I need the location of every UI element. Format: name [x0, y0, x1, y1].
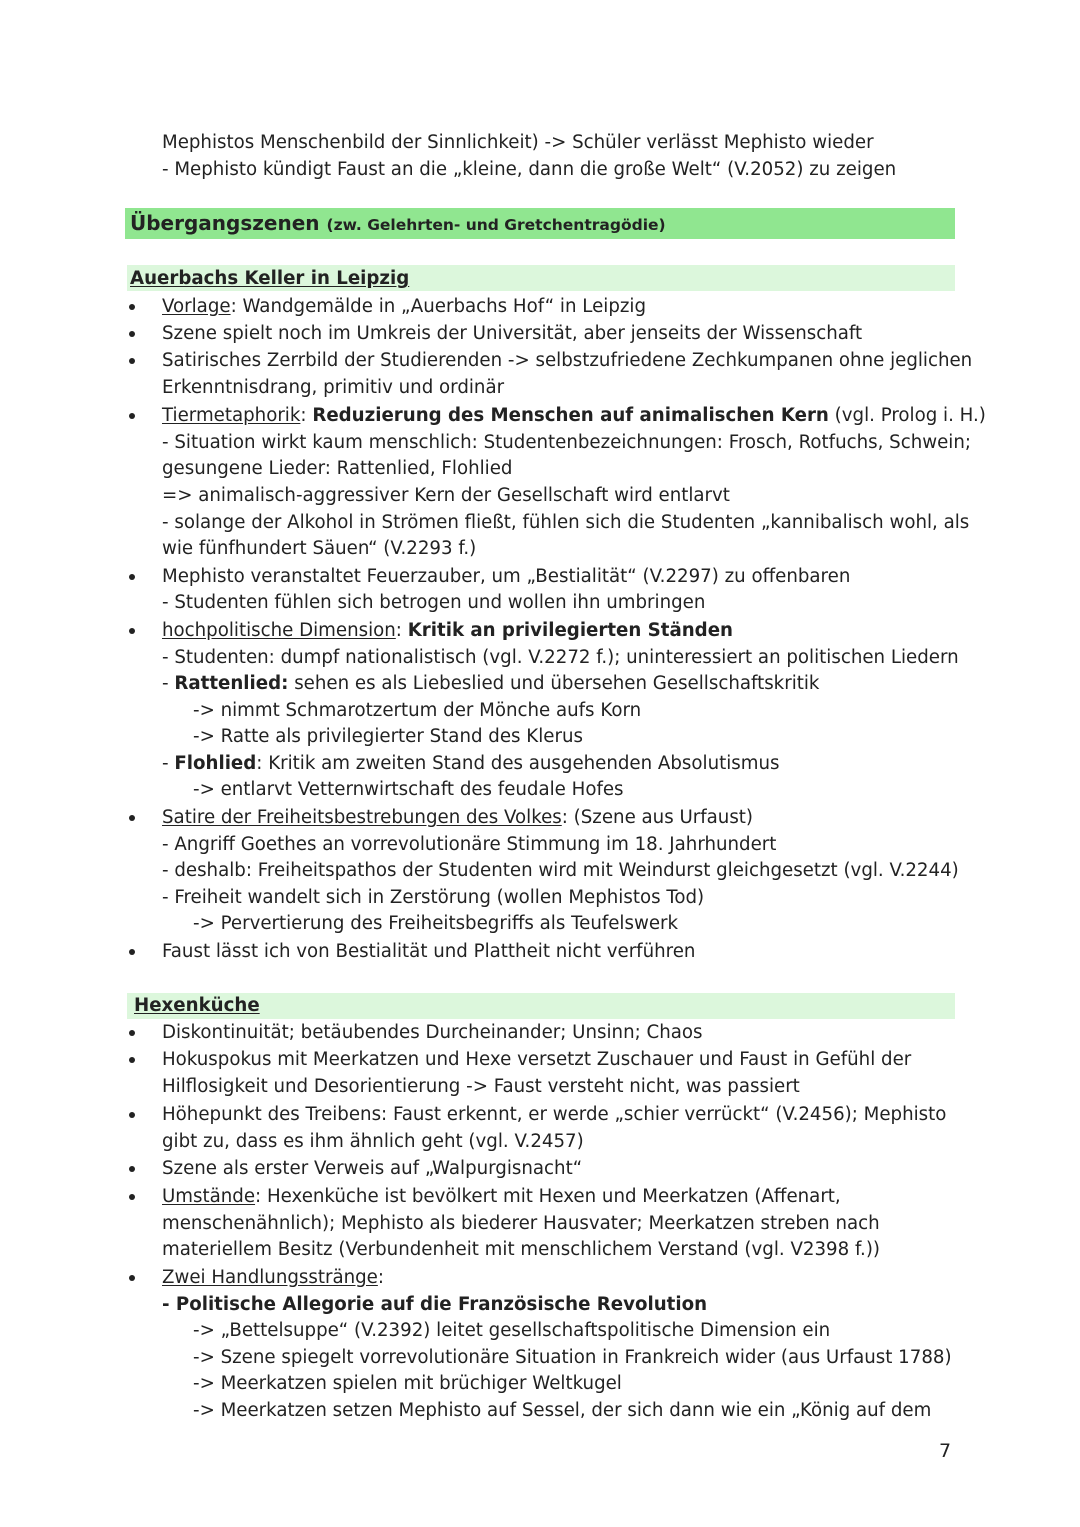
sub-sub-item: -> nimmt Schmarotzertum der Mönche aufs Korn — [193, 700, 642, 721]
sub-item: gesungene Lieder: Rattenlied, Flohlied — [162, 458, 513, 479]
term-label: Vorlage — [162, 296, 231, 317]
intro-line: - Mephisto kündigt Faust an die „kleine, dann die große Welt“ (V.2052) zu zeigen — [162, 159, 897, 180]
colon: : — [395, 620, 408, 641]
bold-text: Flohlied — [174, 753, 257, 774]
list-item: Mephisto veranstaltet Feuerzauber, um „Bestialität“ (V.2297) zu offenbaren — [162, 566, 851, 587]
list-item — [162, 805, 753, 832]
colon: : — [300, 405, 313, 426]
item-text: : Wandgemälde in „Auerbachs Hof“ in Leipzig — [230, 296, 647, 317]
sub-sub-item: -> Ratte als privilegierter Stand des Klerus — [193, 726, 583, 747]
list-item-continuation: menschenähnlich); Mephisto als biederer Hausvater; Meerkatzen streben nach — [162, 1213, 880, 1234]
sub-item: - Studenten fühlen sich betrogen und wollen ihn umbringen — [162, 592, 706, 613]
list-item: Szene spielt noch im Umkreis der Universität, aber jenseits der Wissenschaft — [162, 323, 863, 344]
term-label: Umstände — [162, 1186, 256, 1207]
list-item-continuation: materiellem Besitz (Verbundenheit mit menschlichem Verstand (vgl. V2398 f.)) — [162, 1239, 881, 1260]
sub-sub-item: -> Meerkatzen setzen Mephisto auf Sessel, der sich dann wie ein „König auf dem — [193, 1400, 932, 1421]
subsection-heading-auerbach: Auerbachs Keller in Leipzig — [130, 268, 410, 289]
sub-sub-item: -> Meerkatzen spielen mit brüchiger Weltkugel — [193, 1373, 622, 1394]
list-item — [162, 1184, 841, 1211]
list-item: Faust lässt ich von Bestialität und Plattheit nicht verführen — [162, 941, 696, 962]
intro-line: Mephistos Menschenbild der Sinnlichkeit) -> Schüler verlässt Mephisto wieder — [162, 132, 874, 153]
section-title — [130, 208, 666, 241]
bullet-icon — [129, 949, 135, 955]
bullet-icon — [129, 1275, 135, 1281]
subsection-heading-hexen: Hexenküche — [134, 995, 260, 1016]
bullet-icon — [129, 331, 135, 337]
bullet-icon — [129, 628, 135, 634]
sub-sub-item: -> „Bettelsuppe“ (V.2392) leitet gesellschaftspolitische Dimension ein — [193, 1320, 831, 1341]
sub-item: - Freiheit wandelt sich in Zerstörung (wollen Mephistos Tod) — [162, 887, 705, 908]
item-text: (vgl. Prolog i. H.) — [828, 405, 986, 426]
list-item — [162, 1265, 384, 1292]
colon: : — [377, 1267, 385, 1288]
list-item: Satirisches Zerrbild der Studierenden -> selbstzufriedene Zechkumpanen ohne jeglichen — [162, 350, 973, 371]
bullet-icon — [129, 574, 135, 580]
page-number: 7 — [939, 1440, 952, 1462]
bullet-icon — [129, 815, 135, 821]
term-label: Satire der Freiheitsbestrebungen des Volkes — [162, 807, 562, 828]
term-label: Tiermetaphorik — [162, 405, 301, 426]
bullet-icon — [129, 304, 135, 310]
list-item — [162, 403, 986, 430]
bold-text: Reduzierung des Menschen auf animalischen Kern — [312, 405, 829, 426]
sub-item: - Angriff Goethes an vorrevolutionäre Stimmung im 18. Jahrhundert — [162, 834, 777, 855]
list-item — [162, 294, 646, 321]
dash: - — [162, 753, 175, 774]
sub-item: wie fünfhundert Säuen“ (V.2293 f.) — [162, 538, 477, 559]
list-item: Hokuspokus mit Meerkatzen und Hexe versetzt Zuschauer und Faust in Gefühl der — [162, 1049, 912, 1070]
sub-item: - Studenten: dumpf nationalistisch (vgl. V.2272 f.); uninteressiert an politischen Liedern — [162, 647, 959, 668]
bullet-icon — [129, 1112, 135, 1118]
sub-item — [162, 671, 819, 698]
term-label: Zwei Handlungsstränge — [162, 1267, 378, 1288]
list-item: Szene als erster Verweis auf „Walpurgisnacht“ — [162, 1158, 583, 1179]
list-item-continuation: gibt zu, dass es ihm ähnlich geht (vgl. V.2457) — [162, 1131, 584, 1152]
sub-item: - deshalb: Freiheitspathos der Studenten wird mit Weindurst gleichgesetzt (vgl. V.2244) — [162, 860, 959, 881]
term-label: hochpolitische Dimension — [162, 620, 396, 641]
sub-sub-item: -> Szene spiegelt vorrevolutionäre Situation in Frankreich wider (aus Urfaust 1788) — [193, 1347, 952, 1368]
dash: - — [162, 673, 175, 694]
sub-sub-item: -> entlarvt Vetternwirtschaft des feudale Hofes — [193, 779, 624, 800]
bullet-icon — [129, 1057, 135, 1063]
bullet-icon — [129, 1194, 135, 1200]
list-item: Höhepunkt des Treibens: Faust erkennt, er werde „schier verrückt“ (V.2456); Mephisto — [162, 1104, 947, 1125]
item-text: sehen es als Liebeslied und übersehen Gesellschaftskritik — [288, 673, 820, 694]
list-item: Diskontinuität; betäubendes Durcheinander; Unsinn; Chaos — [162, 1022, 703, 1043]
list-item-continuation: Hilflosigkeit und Desorientierung -> Faust versteht nicht, was passiert — [162, 1076, 800, 1097]
bullet-icon — [129, 1166, 135, 1172]
sub-item: - solange der Alkohol in Strömen fließt, fühlen sich die Studenten „kannibalisch wohl, als — [162, 512, 970, 533]
item-text: : Kritik am zweiten Stand des ausgehenden Absolutismus — [256, 753, 780, 774]
sub-item — [162, 751, 779, 778]
section-subtitle: (zw. Gelehrten- und Gretchentragödie) — [326, 216, 666, 234]
bold-text: Rattenlied: — [174, 673, 289, 694]
item-text: : Hexenküche ist bevölkert mit Hexen und Meerkatzen (Affenart, — [255, 1186, 841, 1207]
section-title-text: Übergangszenen — [130, 211, 320, 235]
bullet-icon — [129, 358, 135, 364]
list-item — [162, 618, 733, 645]
item-text: : (Szene aus Urfaust) — [561, 807, 754, 828]
bold-text: Kritik an privilegierten Ständen — [407, 620, 733, 641]
sub-item: => animalisch-aggressiver Kern der Gesellschaft wird entlarvt — [162, 485, 730, 506]
sub-sub-item: -> Pervertierung des Freiheitsbegriffs als Teufelswerk — [193, 913, 679, 934]
list-item-continuation: Erkenntnisdrang, primitiv und ordinär — [162, 377, 505, 398]
bullet-icon — [129, 1030, 135, 1036]
sub-item: - Situation wirkt kaum menschlich: Studentenbezeichnungen: Frosch, Rotfuchs, Schwein; — [162, 432, 972, 453]
bullet-icon — [129, 413, 135, 419]
sub-item-bold: - Politische Allegorie auf die Französische Revolution — [162, 1294, 708, 1315]
